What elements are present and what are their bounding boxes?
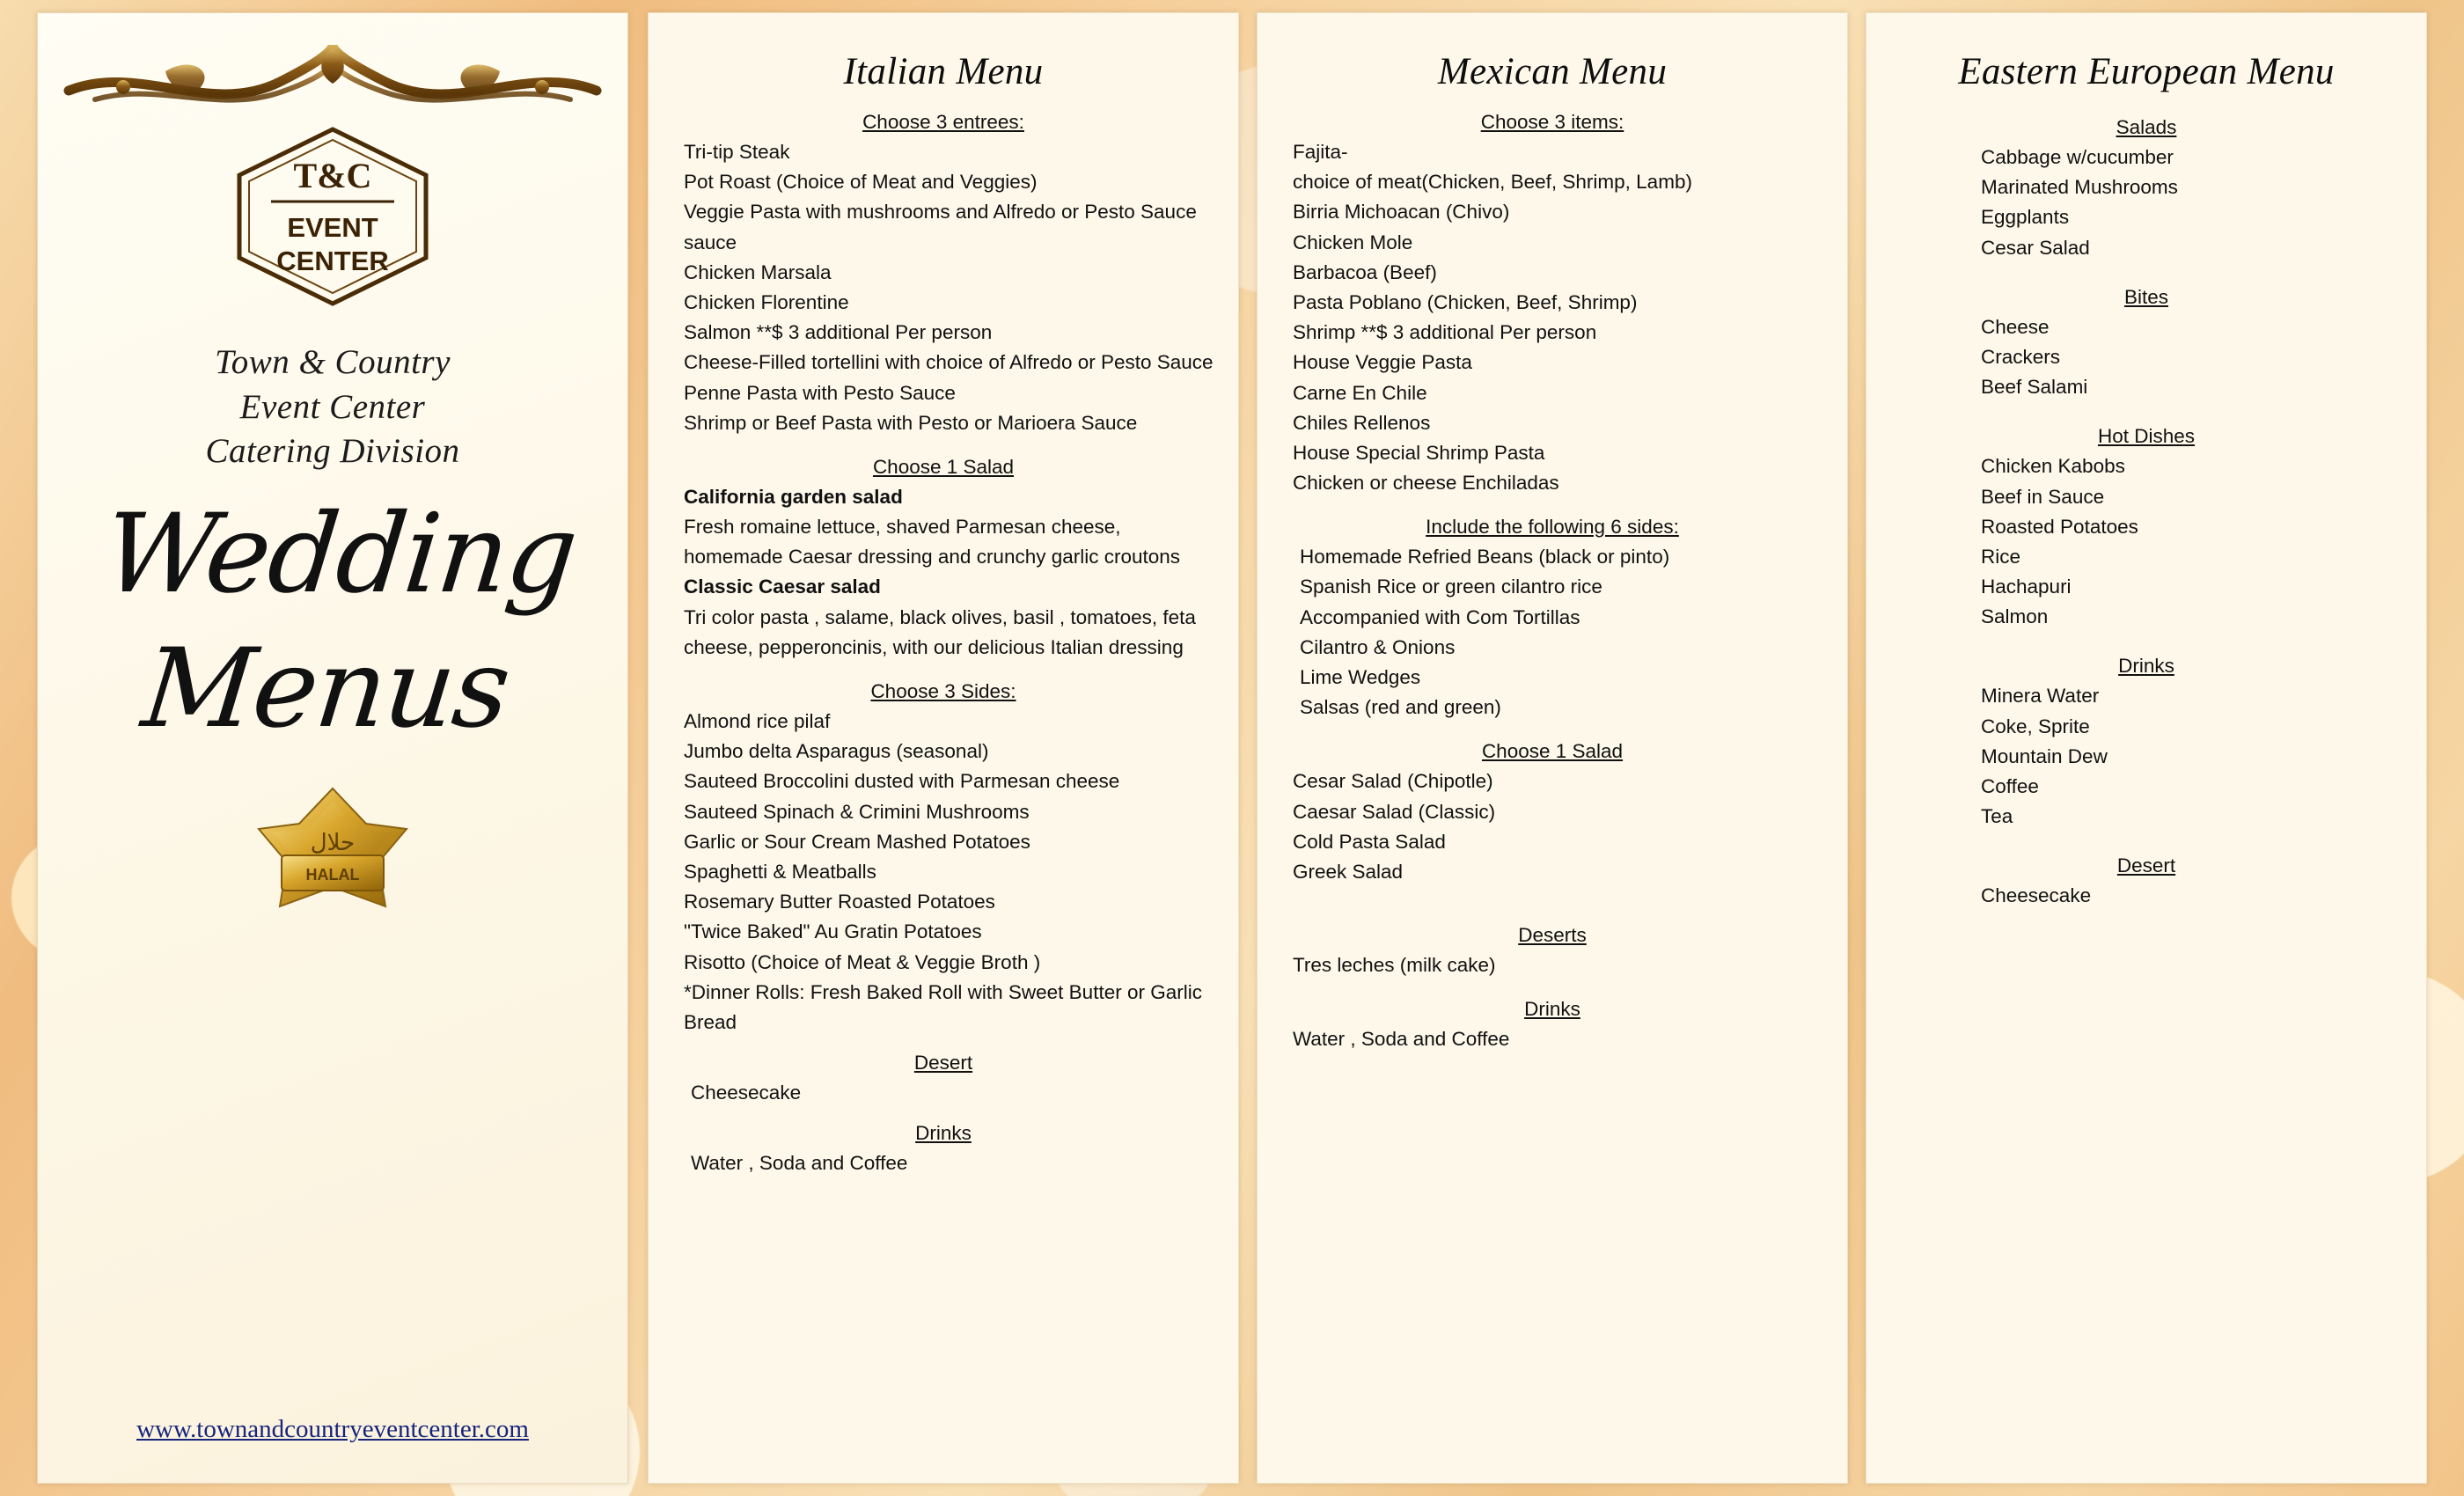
list-item: Hachapuri [1981,576,2072,598]
brand-line-1: Town & Country [215,343,451,381]
list-item: Accompanied with Com Tortillas [1300,605,1580,628]
list-item: House Veggie Pasta [1293,351,1472,374]
eastern-desert-heading: Desert [2116,854,2176,877]
list-item: Eggplants [1981,206,2070,229]
list-item: Mountain Dew [1981,744,2108,767]
list-item: Salmon **$ 3 additional Per person [684,321,993,344]
list-item: Beef in Sauce [1981,485,2105,508]
list-item: Beef Salami [1981,376,2088,399]
brand-line-3: Catering Division [205,432,460,471]
eastern-bites-heading: Bites [2123,285,2169,308]
logo-text-bottom: CENTER [276,246,389,276]
eastern-drinks-list [1866,681,2426,832]
cover-panel [37,12,628,1484]
list-item: Chiles Rellenos [1293,411,1431,434]
list-item: Rosemary Butter Roasted Potatoes [684,891,995,913]
halal-certificate-icon [218,778,447,928]
list-item: Water , Soda and Coffee [1293,1028,1510,1051]
italian-salad-list [649,482,1238,663]
list-item: Tres leches (milk cake) [1293,954,1496,977]
list-item: Homemade Refried Beans (black or pinto) [1300,546,1670,568]
list-item: Rice [1981,545,2021,568]
list-item: Pasta Poblano (Chicken, Beef, Shrimp) [1293,290,1638,313]
list-item: Cilantro & Onions [1300,635,1456,658]
eastern-menu-title: Eastern European Menu [1958,51,2335,92]
italian-entrees-list [649,137,1238,438]
italian-sides-list [649,707,1238,1038]
list-item: Chicken Florentine [684,290,849,313]
list-item: Chicken Marsala [684,260,832,283]
eastern-desert-list [1866,881,2426,911]
list-item: Barbacoa (Beef) [1293,260,1437,283]
list-item: Marinated Mushrooms [1981,176,2178,199]
list-item: Classic Caesar salad [684,576,881,598]
list-item: Tri color pasta , salame, black olives, basil , tomatoes, feta cheese, pepperoncinis, with our delicious Italian dressing [684,605,1196,658]
tc-event-center-logo [231,124,435,309]
list-item: Salmon [1981,605,2049,628]
brand-name [38,341,627,474]
cover-title-line-2: Menus [136,626,515,753]
mexican-sides-list [1258,542,1847,722]
list-item: Penne Pasta with Pesto Sauce [684,381,956,404]
list-item: House Special Shrimp Pasta [1293,441,1545,464]
list-item: Spaghetti & Meatballs [684,860,876,883]
ornamental-flourish-icon [60,36,605,117]
list-item: Water , Soda and Coffee [691,1152,908,1175]
mexican-salad-heading: Choose 1 Salad [1481,740,1624,763]
mexican-drinks-list [1258,1024,1847,1054]
eastern-salads-heading: Salads [2116,116,2177,138]
list-item: Crackers [1981,345,2061,368]
mexican-sides-heading: Include the following 6 sides: [1426,516,1679,539]
mexican-items-heading: Choose 3 items: [1480,111,1624,133]
list-item: Cesar Salad [1981,236,2090,259]
italian-desert-list [649,1078,1238,1108]
eastern-hot-dishes-heading: Hot Dishes [2097,425,2196,448]
eastern-bites-list [1866,312,2426,403]
list-item: *Dinner Rolls: Fresh Baked Roll with Sweet Butter or Garlic Bread [684,980,1202,1033]
list-item: Cheesecake [691,1082,802,1104]
spacer [1258,887,1847,906]
list-item: Cheesecake [1981,884,2092,907]
eastern-european-menu-panel [1866,12,2427,1484]
halal-arabic-text: حلال [310,829,356,856]
list-item: Veggie Pasta with mushrooms and Alfredo or Pesto Sauce sauce [684,201,1197,253]
cover-title-line-1: Wedding [98,491,582,619]
italian-drinks-heading: Drinks [915,1122,972,1145]
halal-label: HALAL [305,865,360,884]
mexican-salad-list [1258,766,1847,887]
list-item: Cold Pasta Salad [1293,830,1446,853]
list-item: Sauteed Spinach & Crimini Mushrooms [684,800,1030,823]
italian-sides-heading: Choose 3 Sides: [870,680,1016,702]
list-item: Jumbo delta Asparagus (seasonal) [684,740,989,763]
logo-text-mid: EVENT [287,212,378,243]
list-item: Tea [1981,805,2013,828]
list-item: Lime Wedges [1300,666,1421,688]
list-item: Cheese-Filled tortellini with choice of Alfredo or Pesto Sauce [684,351,1214,374]
mexican-deserts-list [1258,950,1847,980]
list-item: Caesar Salad (Classic) [1293,800,1496,823]
hexagon-logo-icon [231,124,435,309]
list-item: Coke, Sprite [1981,715,2090,737]
list-item: Salsas (red and green) [1300,696,1501,719]
mexican-menu-title: Mexican Menu [1437,51,1668,92]
list-item: "Twice Baked" Au Gratin Potatoes [684,920,982,943]
list-item: Fresh romaine lettuce, shaved Parmesan cheese, homemade Caesar dressing and crunchy garlic croutons [684,516,1181,568]
list-item: Chicken or cheese Enchiladas [1293,472,1559,495]
list-item: Risotto (Choice of Meat & Veggie Broth ) [684,950,1041,973]
list-item: Chicken Kabobs [1981,455,2125,478]
mexican-drinks-heading: Drinks [1524,998,1580,1021]
italian-menu-title: Italian Menu [843,51,1044,92]
mexican-menu-panel [1257,12,1848,1484]
list-item: Chicken Mole [1293,231,1413,253]
list-item: Cabbage w/cucumber [1981,146,2174,168]
halal-badge [38,778,627,928]
list-item: Shrimp or Beef Pasta with Pesto or Marioera Sauce [684,411,1138,434]
list-item: Almond rice pilaf [684,710,831,732]
list-item: Shrimp **$ 3 additional Per person [1293,321,1597,344]
eastern-drinks-heading: Drinks [2118,655,2174,678]
list-item: choice of meat(Chicken, Beef, Shrimp, Lamb) [1293,171,1692,194]
list-item: Sauteed Broccolini dusted with Parmesan cheese [684,770,1120,793]
list-item: Cheese [1981,315,2050,338]
list-item: Minera Water [1981,685,2100,708]
list-item: Garlic or Sour Cream Mashed Potatoes [684,830,1030,853]
list-item: Greek Salad [1293,860,1404,883]
list-item: Cesar Salad (Chipotle) [1293,770,1493,793]
list-item: Roasted Potatoes [1981,515,2138,538]
italian-drinks-list [649,1148,1238,1178]
list-item: Birria Michoacan (Chivo) [1293,201,1510,224]
website-link[interactable]: www.townandcountryeventcenter.com [136,1415,529,1443]
mexican-deserts-heading: Deserts [1518,924,1587,947]
italian-entrees-heading: Choose 3 entrees: [862,111,1024,133]
list-item: Coffee [1981,775,2039,797]
eastern-hot-dishes-list [1866,451,2426,632]
cover-title [37,491,628,753]
mexican-items-list [1258,137,1847,498]
italian-desert-heading: Desert [913,1052,973,1074]
list-item: Spanish Rice or green cilantro rice [1300,576,1602,598]
list-item: Tri-tip Steak [684,141,790,163]
logo-text-top: T&C [293,156,372,195]
italian-menu-panel [648,12,1239,1484]
eastern-salads-list [1866,143,2426,263]
list-item: Pot Roast (Choice of Meat and Veggies) [684,171,1038,194]
list-item: Carne En Chile [1293,381,1427,404]
list-item: Fajita- [1293,141,1348,163]
brand-line-2: Event Center [239,387,426,426]
list-item: California garden salad [684,485,903,508]
italian-salad-heading: Choose 1 Salad [872,455,1015,478]
